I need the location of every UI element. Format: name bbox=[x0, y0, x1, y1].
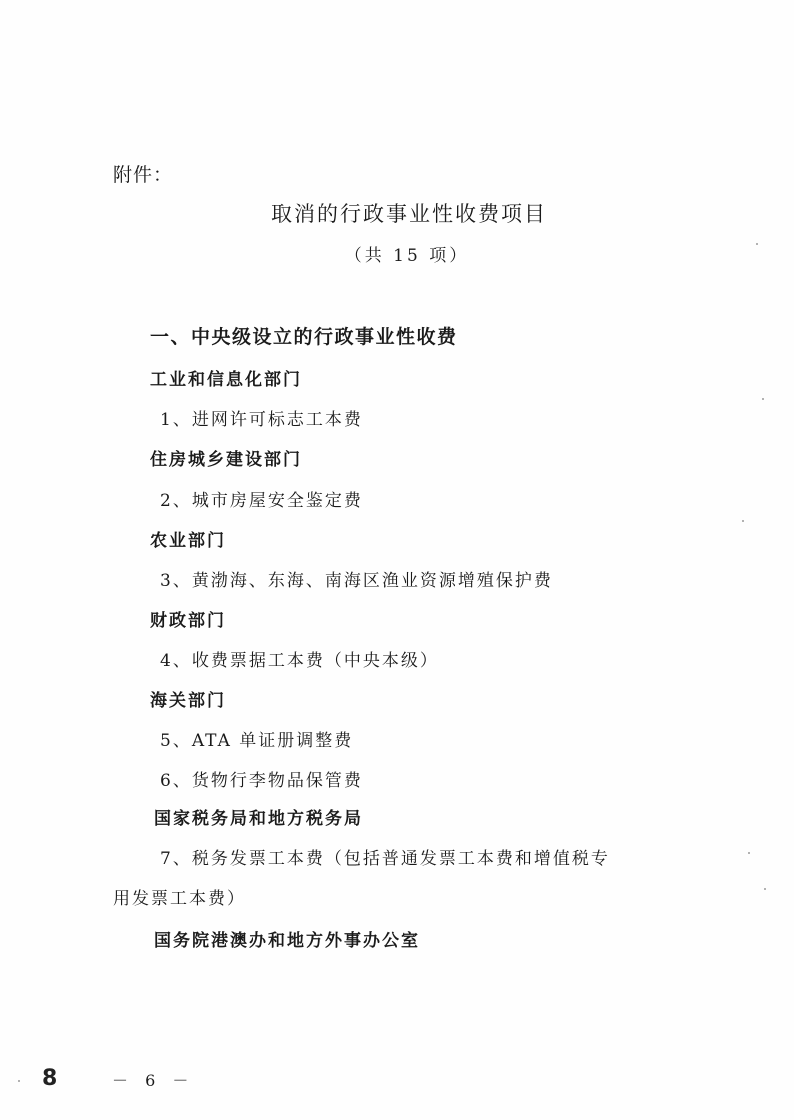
footer-mark: 8 bbox=[42, 1066, 58, 1091]
section-heading: 一、中央级设立的行政事业性收费 bbox=[150, 326, 458, 348]
fee-item: 3、黄渤海、东海、南海区渔业资源增殖保护费 bbox=[160, 571, 553, 591]
scan-speck bbox=[18, 1080, 20, 1082]
document-subtitle: （共 15 项） bbox=[344, 246, 470, 266]
department-heading: 农业部门 bbox=[150, 531, 226, 551]
department-heading: 财政部门 bbox=[150, 611, 226, 631]
scan-speck bbox=[742, 520, 744, 522]
fee-item: 4、收费票据工本费（中央本级） bbox=[160, 651, 439, 671]
department-heading: 工业和信息化部门 bbox=[150, 370, 302, 390]
fee-item-continuation: 用发票工本费） bbox=[113, 889, 246, 909]
fee-item: 1、进网许可标志工本费 bbox=[160, 410, 363, 430]
department-heading: 国家税务局和地方税务局 bbox=[154, 809, 363, 829]
page-number: － 6 － bbox=[112, 1071, 195, 1090]
department-heading: 国务院港澳办和地方外事办公室 bbox=[154, 931, 420, 951]
attachment-label: 附件： bbox=[113, 164, 174, 186]
scan-speck bbox=[764, 888, 766, 890]
document-title: 取消的行政事业性收费项目 bbox=[271, 202, 547, 226]
fee-item: 2、城市房屋安全鉴定费 bbox=[160, 491, 363, 511]
scan-speck bbox=[762, 398, 764, 400]
department-heading: 住房城乡建设部门 bbox=[150, 450, 302, 470]
scan-speck bbox=[748, 852, 750, 854]
department-heading: 海关部门 bbox=[150, 691, 226, 711]
fee-item: 5、ATA 单证册调整费 bbox=[160, 731, 354, 751]
fee-item: 6、货物行李物品保管费 bbox=[160, 771, 363, 791]
fee-item: 7、税务发票工本费（包括普通发票工本费和增值税专 bbox=[160, 849, 610, 869]
